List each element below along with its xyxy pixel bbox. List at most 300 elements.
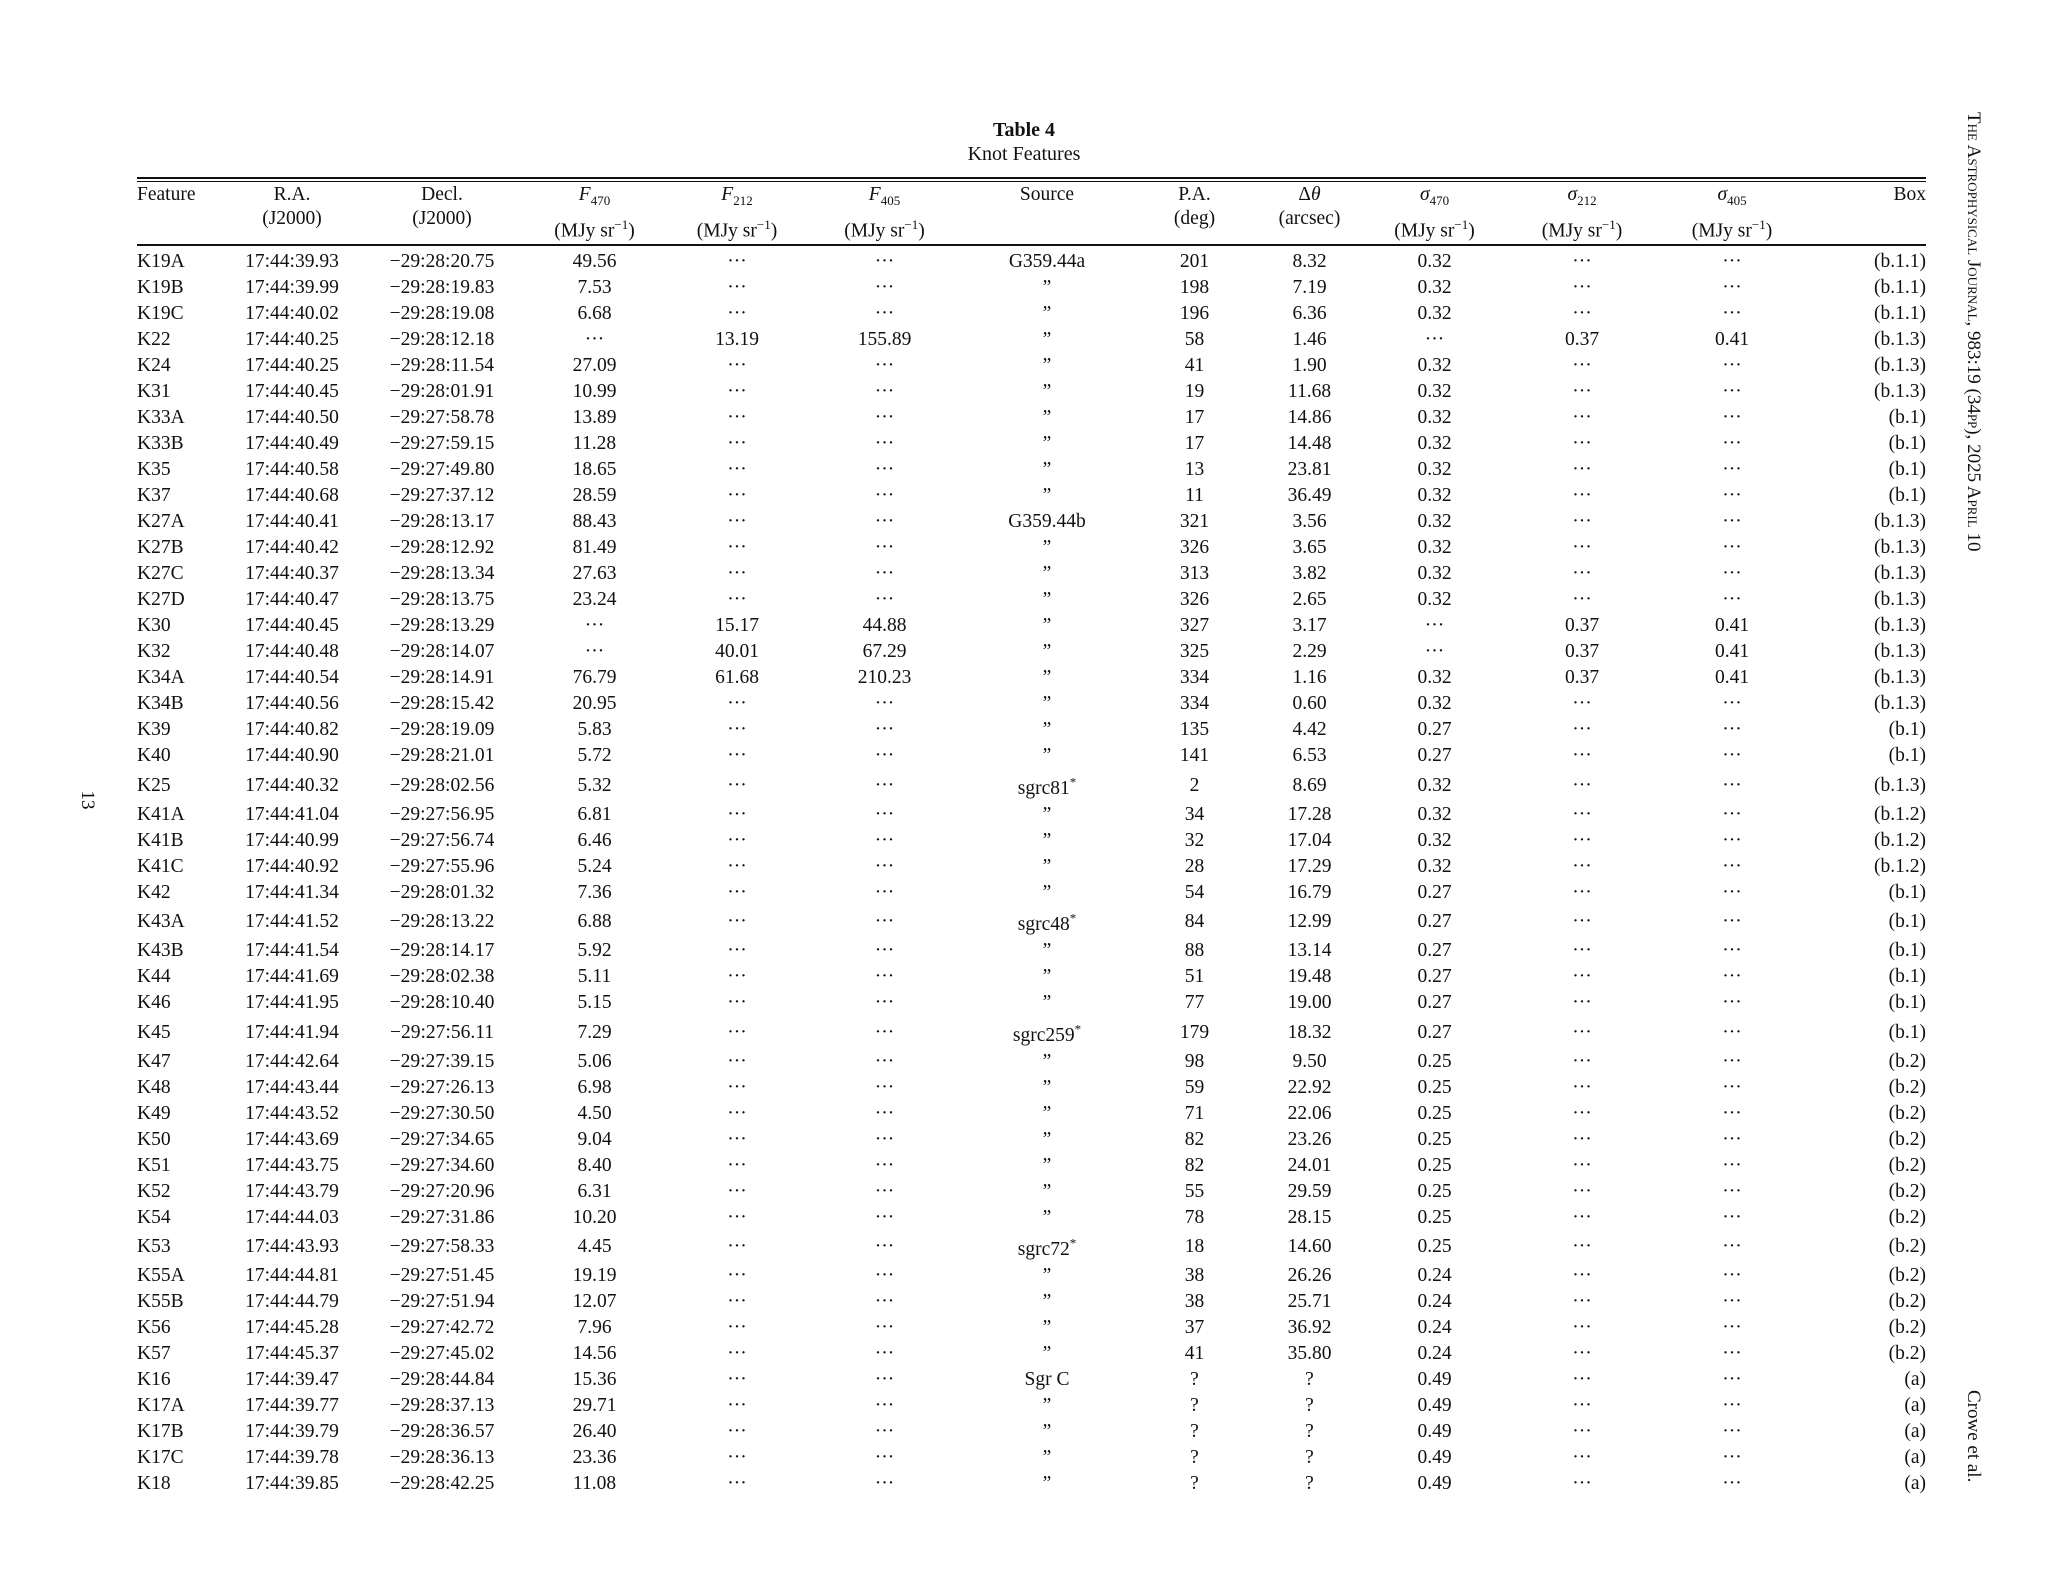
cell-s405: ··· [1722, 774, 1742, 796]
cell-f405: ··· [874, 459, 895, 481]
cell-decl: −29:28:13.34 [389, 563, 495, 585]
cell-f212: ··· [727, 1154, 747, 1176]
cell-box: (b.1) [1888, 745, 1926, 767]
cell-ra: 17:44:43.79 [245, 1180, 339, 1202]
cell-source: ” [1042, 803, 1052, 825]
cell-ra: 17:44:41.34 [245, 881, 339, 903]
table-row [137, 275, 1926, 301]
cell-source: ” [1042, 1395, 1052, 1417]
cell-s405: ··· [1722, 277, 1742, 299]
cell-pa: 13 [1184, 459, 1205, 481]
cell-f405: ··· [874, 1317, 895, 1339]
cell-box: (b.1.2) [1874, 855, 1926, 877]
cell-decl: −29:27:34.65 [389, 1128, 495, 1150]
cell-ra: 17:44:39.79 [245, 1421, 339, 1443]
cell-box: (b.1.3) [1874, 511, 1926, 533]
cell-f212: ··· [727, 433, 747, 455]
cell-feature: K33B [137, 433, 184, 455]
cell-pa: 38 [1184, 1291, 1205, 1313]
cell-dtheta: 6.53 [1292, 745, 1327, 767]
cell-dtheta: 12.99 [1287, 911, 1332, 933]
table-row [137, 1393, 1926, 1419]
cell-pa: 82 [1184, 1154, 1205, 1176]
top-rule-2 [137, 181, 1926, 182]
cell-feature: K44 [137, 966, 171, 988]
cell-f405: ··· [874, 277, 895, 299]
table-row [137, 828, 1926, 854]
col-s212-header: $\sigma_{212}$ (MJy $sr^{-1}$) [1541, 184, 1623, 242]
cell-s212: ··· [1572, 829, 1592, 851]
cell-s405: ··· [1722, 1265, 1742, 1287]
cell-s405: ··· [1722, 485, 1742, 507]
cell-s470: 0.27 [1417, 911, 1452, 933]
cell-box: (b.1) [1888, 940, 1926, 962]
cell-f405: ··· [874, 1447, 895, 1469]
cell-pa: 84 [1184, 911, 1205, 933]
cell-feature: K53 [137, 1236, 171, 1258]
cell-s212: ··· [1572, 459, 1592, 481]
cell-f405: ··· [874, 940, 895, 962]
cell-s405: ··· [1722, 1050, 1742, 1072]
cell-decl: −29:27:59.15 [389, 433, 495, 455]
cell-pa: 325 [1179, 641, 1210, 663]
cell-decl: −29:27:51.45 [389, 1265, 495, 1287]
table-row [137, 379, 1926, 405]
cell-s470: 0.32 [1417, 537, 1452, 559]
cell-f212: ··· [727, 277, 747, 299]
cell-s405: ··· [1722, 1180, 1742, 1202]
table-row [137, 691, 1926, 717]
table-row [137, 561, 1926, 587]
cell-feature: K56 [137, 1317, 171, 1339]
cell-source: sgrc259* [1012, 1021, 1082, 1046]
cell-f212: ··· [727, 829, 747, 851]
cell-dtheta: 1.46 [1292, 329, 1327, 351]
cell-s470: 0.32 [1417, 433, 1452, 455]
cell-s212: ··· [1572, 1236, 1592, 1258]
cell-box: (b.2) [1888, 1102, 1926, 1124]
cell-dtheta: 26.26 [1287, 1265, 1332, 1287]
cell-source: ” [1042, 589, 1052, 611]
cell-pa: 19 [1184, 381, 1205, 403]
cell-s212: ··· [1572, 1050, 1592, 1072]
cell-dtheta: 22.92 [1287, 1076, 1332, 1098]
cell-box: (b.1) [1888, 881, 1926, 903]
cell-pa: 98 [1184, 1050, 1205, 1072]
cell-feature: K22 [137, 329, 171, 351]
cell-box: (b.1) [1888, 911, 1926, 933]
cell-box: (b.1) [1888, 1021, 1926, 1043]
table-row [137, 613, 1926, 639]
cell-source: ” [1042, 966, 1052, 988]
cell-box: (b.1.3) [1874, 355, 1926, 377]
cell-s470: 0.32 [1417, 251, 1452, 273]
cell-feature: K32 [137, 641, 171, 663]
cell-source: ” [1042, 537, 1052, 559]
cell-source: G359.44b [1008, 511, 1086, 533]
cell-s470: 0.25 [1417, 1128, 1452, 1150]
cell-decl: −29:27:49.80 [389, 459, 495, 481]
cell-source: ” [1042, 1180, 1052, 1202]
cell-feature: K49 [137, 1102, 171, 1124]
cell-f470: 49.56 [572, 251, 617, 273]
cell-ra: 17:44:40.41 [245, 511, 339, 533]
cell-s405: ··· [1722, 881, 1742, 903]
cell-s470: 0.49 [1417, 1473, 1452, 1495]
cell-pa: 51 [1184, 966, 1205, 988]
cell-ra: 17:44:41.52 [245, 911, 339, 933]
cell-s212: ··· [1572, 251, 1592, 273]
cell-f470: 5.15 [577, 992, 612, 1014]
cell-f470: 6.88 [577, 911, 612, 933]
cell-dtheta: 25.71 [1287, 1291, 1332, 1313]
cell-f405: ··· [874, 563, 895, 585]
table-subtitle: Knot Features [967, 143, 1081, 165]
cell-s470: 0.32 [1417, 774, 1452, 796]
cell-box: (b.1.3) [1874, 381, 1926, 403]
cell-s470: 0.32 [1417, 459, 1452, 481]
cell-source: ” [1042, 1154, 1052, 1176]
cell-decl: −29:27:58.33 [389, 1236, 495, 1258]
cell-pa: 198 [1179, 277, 1210, 299]
cell-f212: ··· [727, 719, 747, 741]
cell-f212: ··· [727, 693, 747, 715]
cell-box: (b.1.3) [1874, 693, 1926, 715]
cell-dtheta: 3.65 [1292, 537, 1327, 559]
cell-source: ” [1042, 615, 1052, 637]
cell-s405: 0.41 [1714, 641, 1750, 663]
cell-s470: 0.25 [1417, 1236, 1452, 1258]
cell-box: (b.1) [1888, 719, 1926, 741]
cell-feature: K19B [137, 277, 184, 299]
cell-ra: 17:44:40.25 [245, 329, 339, 351]
cell-ra: 17:44:43.52 [245, 1102, 339, 1124]
cell-f212: ··· [727, 1265, 747, 1287]
cell-f470: 27.09 [572, 355, 617, 377]
cell-decl: −29:28:13.75 [389, 589, 495, 611]
cell-dtheta: 8.32 [1292, 251, 1327, 273]
table-caption [0, 118, 2048, 166]
cell-box: (b.1.3) [1874, 329, 1926, 351]
cell-source: ” [1042, 1473, 1052, 1495]
col-dtheta-header: Δθ (arcsec) [1278, 184, 1341, 229]
table-row [137, 327, 1926, 353]
cell-feature: K27B [137, 537, 184, 559]
cell-f470: 19.19 [572, 1265, 617, 1287]
cell-s470: 0.49 [1417, 1369, 1452, 1391]
cell-f470: 7.53 [577, 277, 612, 299]
cell-feature: K45 [137, 1021, 171, 1043]
cell-source: ” [1042, 485, 1052, 507]
cell-s405: ··· [1722, 355, 1742, 377]
cell-box: (b.1.3) [1874, 615, 1926, 637]
cell-dtheta: 4.42 [1292, 719, 1327, 741]
cell-feature: K54 [137, 1206, 171, 1228]
cell-s470: ··· [1424, 615, 1445, 637]
cell-decl: −29:28:14.91 [389, 667, 495, 689]
cell-s212: ··· [1572, 537, 1592, 559]
cell-source: ” [1042, 881, 1052, 903]
cell-source: ” [1042, 459, 1052, 481]
cell-f405: ··· [874, 855, 895, 877]
cell-pa: 58 [1184, 329, 1205, 351]
cell-ra: 17:44:43.93 [245, 1236, 339, 1258]
cell-feature: K35 [137, 459, 171, 481]
cell-decl: −29:27:45.02 [389, 1343, 495, 1365]
cell-s405: ··· [1722, 1206, 1742, 1228]
cell-s212: ··· [1572, 1154, 1592, 1176]
cell-pa: 28 [1184, 855, 1205, 877]
cell-s470: 0.32 [1417, 303, 1452, 325]
cell-feature: K25 [137, 774, 171, 796]
cell-f470: 88.43 [572, 511, 617, 533]
cell-decl: −29:28:19.08 [389, 303, 495, 325]
cell-feature: K48 [137, 1076, 171, 1098]
cell-source: ” [1042, 693, 1052, 715]
cell-dtheta: 2.65 [1292, 589, 1327, 611]
cell-decl: −29:28:02.38 [389, 966, 495, 988]
cell-ra: 17:44:40.45 [245, 615, 339, 637]
cell-s470: 0.32 [1417, 693, 1452, 715]
cell-pa: 41 [1184, 1343, 1205, 1365]
cell-f212: ··· [727, 511, 747, 533]
cell-feature: K37 [137, 485, 171, 507]
cell-s405: ··· [1722, 459, 1742, 481]
cell-f405: ··· [874, 1206, 895, 1228]
cell-f470: 29.71 [572, 1395, 617, 1417]
cell-s470: 0.25 [1417, 1180, 1452, 1202]
cell-ra: 17:44:40.49 [245, 433, 339, 455]
cell-dtheta: 13.14 [1287, 940, 1332, 962]
cell-s212: ··· [1572, 381, 1592, 403]
cell-dtheta: 23.26 [1287, 1128, 1332, 1150]
cell-s212: ··· [1572, 1447, 1592, 1469]
cell-box: (b.1.1) [1874, 277, 1926, 299]
cell-pa: 334 [1179, 693, 1210, 715]
col-s470-header: $\sigma_{470}$ (MJy $sr^{-1}$) [1394, 184, 1475, 242]
cell-decl: −29:27:51.94 [389, 1291, 495, 1313]
cell-box: (b.2) [1888, 1076, 1926, 1098]
cell-s405: ··· [1722, 589, 1742, 611]
cell-f212: ··· [727, 459, 747, 481]
cell-pa: 334 [1179, 667, 1210, 689]
cell-s405: ··· [1722, 693, 1742, 715]
cell-dtheta: ? [1305, 1369, 1314, 1391]
cell-s405: ··· [1722, 1076, 1742, 1098]
cell-dtheta: 23.81 [1287, 459, 1332, 481]
cell-f470: 6.98 [577, 1076, 612, 1098]
cell-feature: K27C [137, 563, 184, 585]
cell-f212: ··· [727, 1447, 747, 1469]
cell-s405: ··· [1722, 303, 1742, 325]
cell-s405: ··· [1722, 855, 1742, 877]
cell-s212: ··· [1572, 1102, 1592, 1124]
cell-box: (b.1.2) [1874, 803, 1926, 825]
cell-feature: K40 [137, 745, 171, 767]
cell-f212: ··· [727, 1369, 747, 1391]
col-s405-header: $\sigma_{405}$ (MJy $sr^{-1}$) [1691, 184, 1773, 242]
cell-pa: ? [1190, 1369, 1199, 1391]
cell-f405: ··· [874, 1291, 895, 1313]
cell-ra: 17:44:43.69 [245, 1128, 339, 1150]
cell-dtheta: 16.79 [1287, 881, 1332, 903]
cell-f405: ··· [874, 1102, 895, 1124]
cell-f405: ··· [874, 589, 895, 611]
cell-f405: ··· [874, 485, 895, 507]
cell-f470: 6.31 [577, 1180, 612, 1202]
cell-f212: ··· [727, 563, 747, 585]
cell-box: (a) [1904, 1395, 1926, 1417]
cell-decl: −29:28:19.83 [389, 277, 495, 299]
cell-pa: 18 [1184, 1236, 1205, 1258]
table-row [137, 243, 1926, 275]
cell-dtheta: 36.92 [1287, 1317, 1332, 1339]
cell-pa: 326 [1179, 589, 1210, 611]
cell-f212: ··· [727, 251, 747, 273]
cell-f212: ··· [727, 774, 747, 796]
table-row [137, 906, 1926, 939]
cell-s212: ··· [1572, 1395, 1592, 1417]
cell-pa: 141 [1179, 745, 1210, 767]
cell-f212: ··· [727, 407, 747, 429]
cell-f405: ··· [874, 303, 895, 325]
cell-ra: 17:44:40.58 [245, 459, 339, 481]
running-head-authors: Crowe et al. [1963, 1390, 1984, 1483]
cell-box: (b.1.3) [1874, 589, 1926, 611]
col-f212-header: $F_{212}$ (MJy $sr^{-1}$) [696, 184, 778, 242]
cell-ra: 17:44:41.54 [245, 940, 339, 962]
table-row [137, 938, 1926, 964]
cell-f470: 5.92 [577, 940, 612, 962]
cell-f212: ··· [727, 940, 747, 962]
cell-s405: ··· [1722, 1317, 1742, 1339]
cell-s470: 0.32 [1417, 381, 1452, 403]
cell-ra: 17:44:43.44 [245, 1076, 339, 1098]
cell-f470: 9.04 [577, 1128, 612, 1150]
cell-decl: −29:27:20.96 [389, 1180, 495, 1202]
cell-s470: 0.27 [1417, 745, 1452, 767]
cell-ra: 17:44:44.03 [245, 1206, 339, 1228]
cell-ra: 17:44:40.82 [245, 719, 339, 741]
table-row [137, 535, 1926, 561]
table-row [137, 1205, 1926, 1231]
cell-decl: −29:27:37.12 [389, 485, 495, 507]
cell-s470: 0.24 [1417, 1343, 1452, 1365]
cell-box: (b.2) [1888, 1343, 1926, 1365]
cell-source: ” [1042, 355, 1052, 377]
cell-s405: ··· [1722, 992, 1742, 1014]
cell-f405: ··· [874, 803, 895, 825]
cell-decl: −29:28:36.57 [389, 1421, 495, 1443]
cell-feature: K41C [137, 855, 184, 877]
cell-f470: 5.11 [577, 966, 612, 988]
cell-decl: −29:27:39.15 [389, 1050, 495, 1072]
cell-s405: ··· [1722, 1369, 1742, 1391]
cell-ra: 17:44:40.02 [245, 303, 339, 325]
cell-s212: ··· [1572, 1180, 1592, 1202]
cell-dtheta: ? [1305, 1447, 1314, 1469]
cell-f212: ··· [727, 803, 747, 825]
running-head-journal: The Astrophysical Journal, 983:19 (34pp), 2025 April 10 [1963, 112, 1984, 552]
table-row [137, 301, 1926, 327]
cell-s405: ··· [1722, 433, 1742, 455]
cell-source: ” [1042, 1128, 1052, 1150]
table-row [137, 1101, 1926, 1127]
cell-f470: 6.68 [577, 303, 612, 325]
cell-decl: −29:27:56.74 [389, 829, 495, 851]
cell-feature: K46 [137, 992, 171, 1014]
cell-ra: 17:44:40.90 [245, 745, 339, 767]
cell-source: ” [1042, 641, 1052, 663]
cell-decl: −29:28:13.29 [389, 615, 495, 637]
table-row [137, 880, 1926, 906]
cell-s470: 0.32 [1417, 407, 1452, 429]
cell-f212: ··· [727, 1180, 747, 1202]
cell-box: (b.2) [1888, 1180, 1926, 1202]
col-decl-header: Decl. (J2000) [412, 184, 472, 229]
cell-ra: 17:44:40.42 [245, 537, 339, 559]
cell-source: ” [1042, 745, 1052, 767]
cell-s212: ··· [1572, 1076, 1592, 1098]
cell-s470: 0.49 [1417, 1447, 1452, 1469]
cell-f470: 4.45 [577, 1236, 612, 1258]
cell-s405: ··· [1722, 1395, 1742, 1417]
cell-box: (b.2) [1888, 1050, 1926, 1072]
cell-f405: ··· [874, 537, 895, 559]
cell-pa: 313 [1179, 563, 1210, 585]
cell-f405: 155.89 [857, 329, 912, 351]
cell-decl: −29:28:02.56 [389, 774, 495, 796]
cell-s212: ··· [1572, 803, 1592, 825]
cell-f405: ··· [874, 1421, 895, 1443]
cell-pa: 326 [1179, 537, 1210, 559]
cell-s212: ··· [1572, 1265, 1592, 1287]
cell-s212: ··· [1572, 1317, 1592, 1339]
cell-box: (b.2) [1888, 1206, 1926, 1228]
cell-source: ” [1042, 1317, 1052, 1339]
cell-s212: 0.37 [1564, 641, 1600, 663]
cell-box: (a) [1904, 1473, 1926, 1495]
cell-s470: 0.27 [1417, 1021, 1452, 1043]
cell-f212: ··· [727, 1021, 747, 1043]
cell-f212: ··· [727, 911, 747, 933]
cell-ra: 17:44:41.69 [245, 966, 339, 988]
cell-f405: ··· [874, 1395, 895, 1417]
cell-feature: K27D [137, 589, 185, 611]
cell-s470: 0.32 [1417, 589, 1452, 611]
cell-s470: 0.25 [1417, 1050, 1452, 1072]
table-row [137, 964, 1926, 990]
cell-ra: 17:44:44.79 [245, 1291, 339, 1313]
cell-f470: 20.95 [572, 693, 617, 715]
cell-decl: −29:28:10.40 [389, 992, 495, 1014]
cell-pa: 34 [1184, 803, 1205, 825]
cell-dtheta: 28.15 [1287, 1206, 1332, 1228]
cell-s470: 0.32 [1417, 855, 1452, 877]
cell-s405: ··· [1722, 1343, 1742, 1365]
cell-feature: K55B [137, 1291, 184, 1313]
cell-box: (b.1) [1888, 485, 1926, 507]
cell-source: ” [1042, 940, 1052, 962]
cell-s470: 0.24 [1417, 1265, 1452, 1287]
cell-f470: 5.32 [577, 774, 612, 796]
cell-f470: 5.06 [577, 1050, 612, 1072]
cell-s405: ··· [1722, 1154, 1742, 1176]
cell-s470: 0.32 [1417, 355, 1452, 377]
cell-f212: ··· [727, 966, 747, 988]
cell-feature: K42 [137, 881, 171, 903]
cell-f470: 11.08 [572, 1473, 617, 1495]
